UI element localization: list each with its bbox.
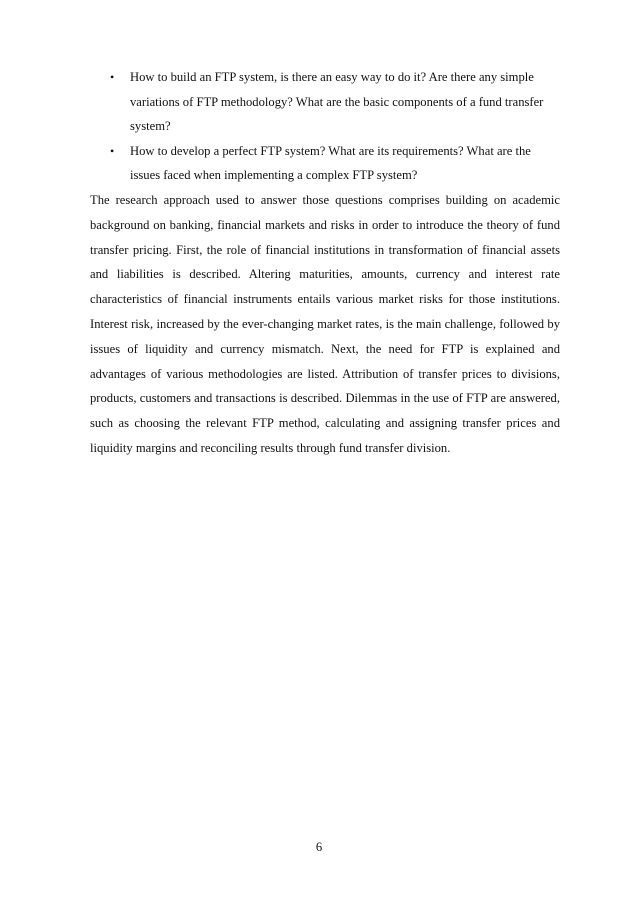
bullet-text: How to develop a perfect FTP system? What are its requirements? What are the issues faced when implementing a complex FTP system? [130,143,531,183]
page-content [90,65,560,461]
bullet-item-build-ftp [90,65,560,139]
bullet-marker-icon: • [110,143,115,158]
bullet-text: How to build an FTP system, is there an easy way to do it? Are there any simple variations of FTP methodology? What are the basic components of a fund transfer system? [130,70,544,134]
bullet-marker-icon: • [110,70,115,84]
research-approach-paragraph: The research approach used to answer those questions comprises building on academic background on banking, financial markets and risks in order to introduce the theory of fund transfer pricing. First, the role of financial institutions in transformation of financial assets and liabilities is described. Altering maturities, amounts, currency and interest rate characteristics of financial instruments entails various market risks for those institutions. Interest risk, increased by the ever-changing market rates, is the main challenge, followed by issues of liquidity and currency mismatch. Next, the need for FTP is explained and advantages of various methodologies are listed. Attribution of transfer prices to divisions, products, customers and transactions is described. Dilemmas in the use of FTP are answered, such as choosing the relevant FTP method, calculating and assigning transfer prices and liquidity margins and reconciling results through fund transfer division. [90,192,560,455]
page-number: 6 [315,840,323,854]
bullet-item-develop-ftp [90,139,560,188]
question-bullet-list [90,65,560,188]
